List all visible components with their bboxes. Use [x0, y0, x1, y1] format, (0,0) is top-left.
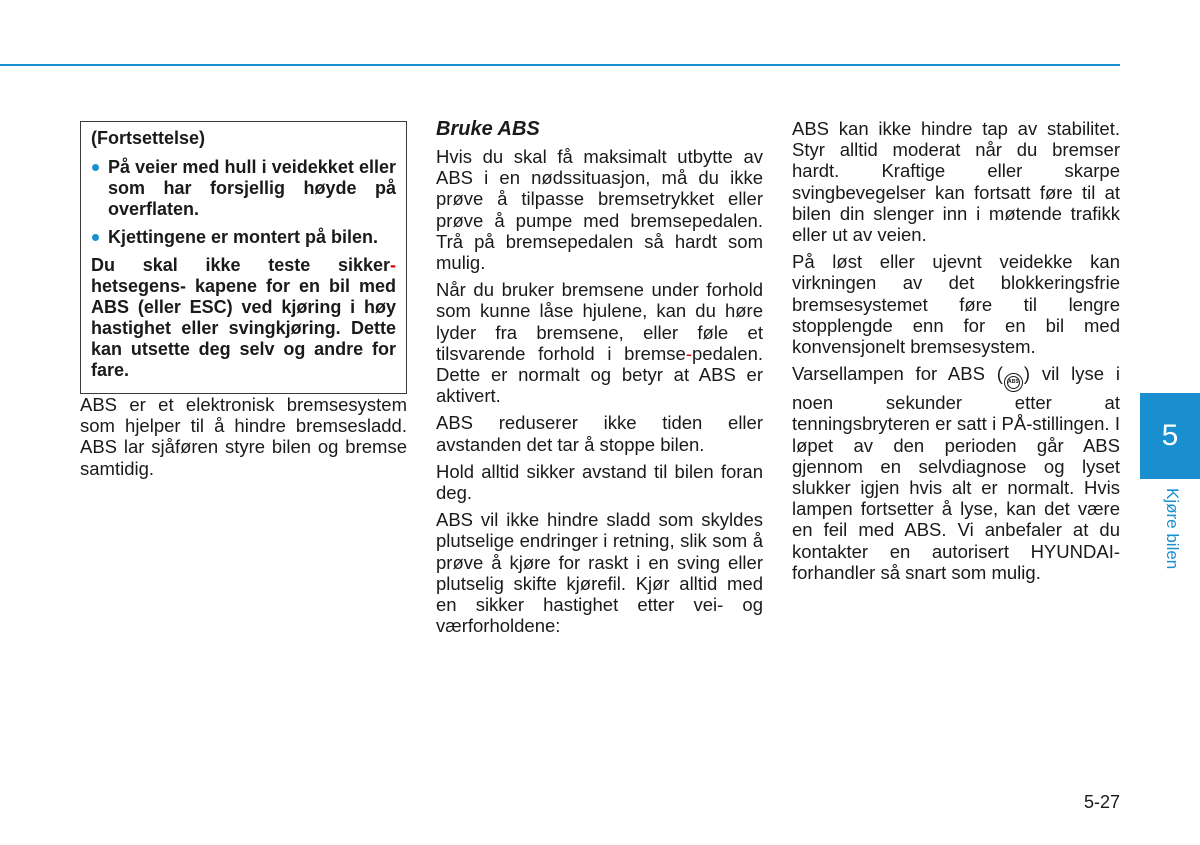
- caution-bullet: Kjettingene er montert på bilen.: [91, 227, 396, 248]
- caution-heading: (Fortsettelse): [91, 128, 206, 148]
- soft-hyphen: -: [390, 255, 396, 275]
- left-column: [80, 121, 407, 485]
- page-number: 5-27: [1083, 792, 1120, 812]
- warning-text-start: Du skal ikke teste sikker: [91, 255, 390, 275]
- section-title: Bruke ABS: [436, 118, 540, 140]
- paragraph-text-start: Når du bruker bremsene under forhold som kunne låse hjulene, kan du høre lyder fra bremsene, eller føle et tilsvarende forhold i bremse: [436, 279, 763, 364]
- paragraph: ABS reduserer ikke tiden eller avstanden det tar å stoppe bilen.: [436, 412, 763, 455]
- right-column: [792, 118, 1120, 589]
- abs-warning-icon: [1004, 373, 1023, 392]
- abs-intro-paragraph: ABS er et elektronisk bremsesystem som hjelper til å hindre bremsesladd. ABS lar sjåføren styre bilen og bremse samtidig.: [80, 394, 407, 479]
- paragraph-text-end: ) vil lyse i noen sekunder etter at tenningsbryteren er satt i PÅ-stillingen. I løpet av den perioden går ABS gjennom en selvdiagnose og lyset slukker igjen hvis alt er normalt. Hvis lampen fortsetter å lyse, kan det være en feil med ABS. Vi anbefaler at du kontakter en autorisert HYUNDAI-forhandler så snart som mulig.: [792, 363, 1120, 583]
- warning-text-end: hetsegens- kapene for en bil med ABS (eller ESC) ved kjøring i høy hastighet eller svingkjøring. Dette kan utsette deg selv og andre for fare.: [91, 276, 396, 380]
- paragraph-text-start: Varsellampen for ABS (: [792, 363, 1003, 385]
- soft-hyphen: -: [685, 342, 693, 364]
- caution-warning: [91, 255, 396, 381]
- header-rule: [0, 64, 1120, 66]
- middle-column: [436, 118, 763, 642]
- chapter-label: Kjøre bilen: [1163, 488, 1182, 570]
- paragraph: ABS kan ikke hindre tap av stabilitet. Styr alltid moderat når du bremser hardt. Kraftige eller skarpe svingbevegelser kan fortsatt føre til at bilen din slenger inn i møtende trafikk eller ut av veien.: [792, 118, 1120, 246]
- caution-bullet: På veier med hull i veidekket eller som har forsjellig høyde på overflaten.: [91, 157, 396, 220]
- paragraph: [436, 279, 763, 406]
- paragraph: ABS vil ikke hindre sladd som skyldes plutselige endringer i retning, slik som å prøve å kjøre for raskt i en sving eller plutselig skifte kjørefil. Kjør alltid med en sikker hastighet etter vei- og værforholdene:: [436, 509, 763, 637]
- chapter-tab: 5: [1140, 393, 1200, 479]
- paragraph-text-end: pedalen. Dette er normalt og betyr at ABS er aktivert.: [436, 342, 763, 407]
- caution-box: [80, 121, 407, 394]
- paragraph: På løst eller ujevnt veidekke kan virkningen av det blokkeringsfrie bremsesystemet føre til lengre stopplengde enn for en bil med konvensjonelt bremsesystem.: [792, 251, 1120, 358]
- paragraph: Hold alltid sikker avstand til bilen foran deg.: [436, 460, 763, 504]
- paragraph: [792, 363, 1120, 583]
- caution-list: [91, 157, 396, 248]
- abs-icon-label: ABS: [1007, 376, 1020, 389]
- paragraph: Hvis du skal få maksimalt utbytte av ABS i en nødssituasjon, må du ikke prøve å tilpasse bremsetrykket eller prøve å pumpe med bremsepedalen. Trå på bremsepedalen så hardt som mulig.: [436, 146, 763, 274]
